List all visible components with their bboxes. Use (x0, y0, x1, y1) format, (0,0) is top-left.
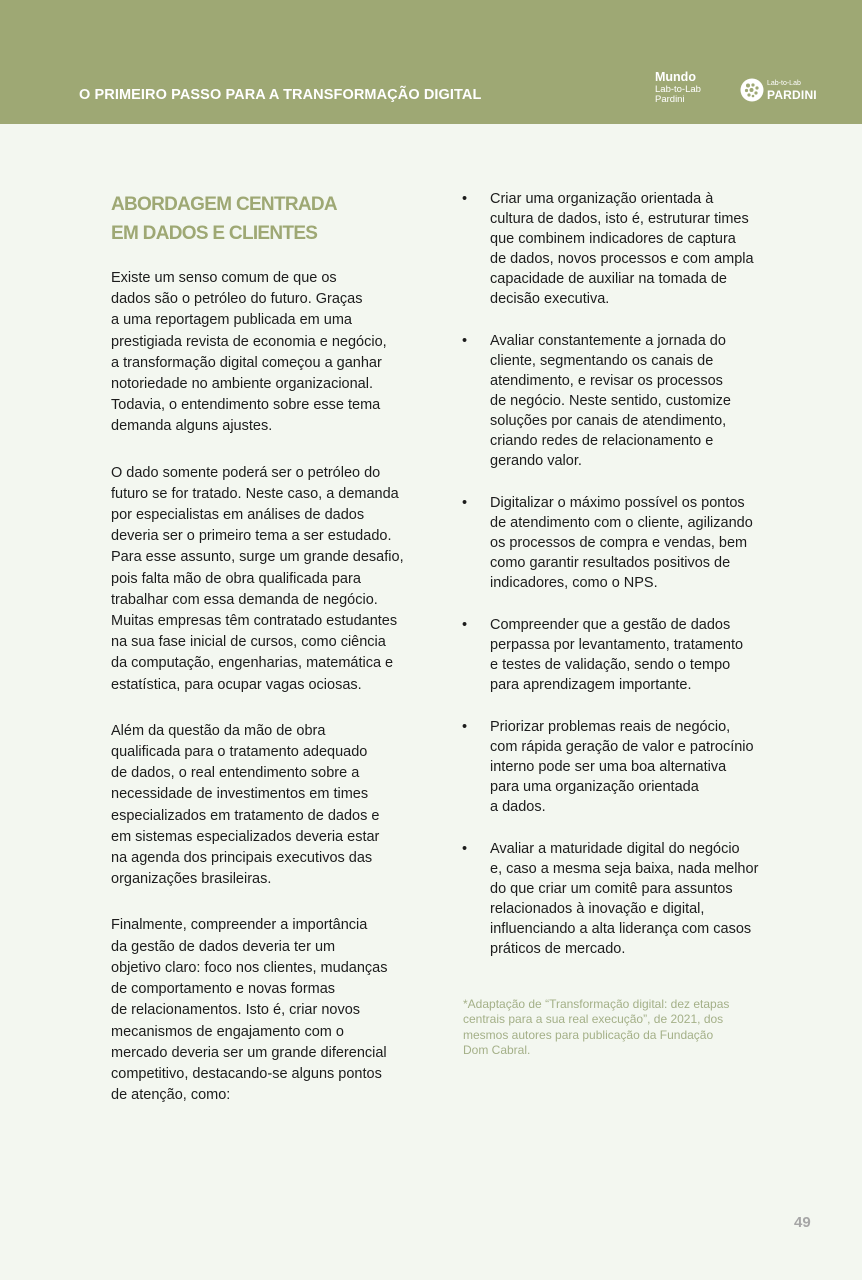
text-line: para aprendizagem importante. (490, 677, 692, 693)
text-line: perpassa por levantamento, tratamento (490, 637, 744, 653)
text-line: Avaliar constantemente a jornada do (490, 333, 726, 349)
bullet-item (462, 717, 782, 817)
text-line: deveria ser o primeiro tema a ser estudado. (111, 528, 392, 545)
header-title: O PRIMEIRO PASSO PARA A TRANSFORMAÇÃO DIGITAL (79, 87, 482, 103)
text-line: pois falta mão de obra qualificada para (111, 570, 361, 587)
paragraph-data-specialists (111, 463, 431, 696)
text-line: soluções por canais de atendimento, (490, 413, 727, 429)
footnote-line: Dom Cabral. (463, 1042, 531, 1057)
text-line: com rápida geração de valor e patrocínio (490, 739, 754, 755)
text-line: e testes de validação, sendo o tempo (490, 657, 731, 673)
mundo-logo-line-3: Pardini (655, 94, 685, 105)
text-line: para uma organização orientada (490, 779, 699, 795)
paragraph-investments (111, 721, 431, 891)
bullet-item (462, 331, 782, 471)
bullet-dot: • (462, 617, 468, 633)
text-line: criando redes de relacionamento e (490, 433, 714, 449)
text-line: mercado deveria ser um grande diferencial (111, 1044, 387, 1061)
page-header (0, 0, 862, 124)
bullet-dot: • (462, 495, 468, 511)
text-line: O dado somente poderá ser o petróleo do (111, 464, 381, 481)
text-line: interno pode ser uma boa alternativa (490, 759, 727, 775)
text-line: Digitalizar o máximo possível os pontos (490, 495, 745, 511)
text-line: Além da questão da mão de obra (111, 722, 326, 739)
bullet-item (462, 839, 782, 959)
paragraph-conclusion (111, 915, 431, 1106)
text-line: cultura de dados, isto é, estruturar times (490, 211, 749, 227)
text-line: trabalhar com essa demanda de negócio. (111, 591, 378, 608)
text-line: cliente, segmentando os canais de (490, 353, 714, 369)
bullet-item (462, 493, 782, 593)
text-line: notoriedade no ambiente organizacional. (111, 376, 373, 393)
text-line: de atendimento com o cliente, agilizando (490, 515, 753, 531)
text-line: de dados, o real entendimento sobre a (111, 765, 360, 782)
section-heading-line: ABORDAGEM CENTRADA (111, 194, 337, 215)
text-line: a transformação digital começou a ganhar (111, 354, 382, 371)
bullet-list (462, 189, 782, 959)
text-line: especializados em tratamento de dados e (111, 807, 380, 824)
text-line: os processos de compra e vendas, bem (490, 535, 748, 551)
text-line: Avaliar a maturidade digital do negócio (490, 841, 740, 857)
footnote-line: *Adaptação de “Transformação digital: dez etapas (463, 997, 730, 1011)
footnote-line: mesmos autores para publicação da Fundação (463, 1027, 714, 1042)
pardini-logo-tagline: Lab-to-Lab (767, 80, 801, 87)
bullet-item (462, 189, 782, 309)
text-line: objetivo claro: foco nos clientes, mudanças (111, 959, 388, 976)
page-number: 49 (794, 1214, 811, 1231)
mundo-lab-to-lab-logo (655, 71, 701, 105)
text-line: necessidade de investimentos em times (111, 786, 369, 803)
text-line: da gestão de dados deveria ter um (111, 938, 336, 955)
text-line: Criar uma organização orientada à (490, 191, 714, 207)
bullet-dot: • (462, 333, 468, 349)
text-line: Muitas empresas têm contratado estudantes (111, 613, 398, 630)
footnote (463, 997, 783, 1058)
text-line: que combinem indicadores de captura (490, 231, 736, 247)
text-line: de dados, novos processos e com ampla (490, 251, 754, 267)
text-line: demanda alguns ajustes. (111, 418, 273, 435)
paragraph-intro (111, 268, 431, 438)
text-line: atendimento, e revisar os processos (490, 373, 723, 389)
text-line: competitivo, destacando-se alguns pontos (111, 1065, 382, 1082)
text-line: em sistemas especializados deveria estar (111, 828, 380, 845)
bullet-dot: • (462, 841, 468, 857)
text-line: de comportamento e novas formas (111, 981, 336, 998)
text-line: Para esse assunto, surge um grande desafio, (111, 549, 404, 566)
text-line: decisão executiva. (490, 291, 610, 307)
text-line: na agenda dos principais executivos das (111, 850, 373, 867)
bullet-dot: • (462, 719, 468, 735)
bullet-item (462, 615, 782, 695)
text-line: na sua fase inicial de cursos, como ciência (111, 634, 386, 651)
text-line: influenciando a alta liderança com casos (490, 921, 752, 937)
text-line: práticos de mercado. (490, 941, 626, 957)
text-line: Priorizar problemas reais de negócio, (490, 719, 731, 735)
text-line: Existe um senso comum de que os (111, 270, 337, 286)
text-line: por especialistas em análises de dados (111, 507, 365, 524)
text-line: futuro se for tratado. Neste caso, a demanda (111, 485, 399, 502)
text-line: dados são o petróleo do futuro. Graças (111, 291, 363, 308)
text-line: a uma reportagem publicada em uma (111, 312, 352, 329)
text-line: indicadores, como o NPS. (490, 575, 658, 591)
pardini-logo-name: PARDINI (767, 88, 817, 102)
text-line: e, caso a mesma seja baixa, nada melhor (490, 861, 759, 877)
text-line: Finalmente, compreender a importância (111, 917, 368, 934)
text-line: da computação, engenharias, matemática e (111, 655, 394, 672)
text-line: qualificada para o tratamento adequado (111, 744, 368, 761)
mundo-logo-line-1: Mundo (655, 70, 696, 84)
footnote-line: centrais para a sua real execução”, de 2021, dos (463, 1012, 724, 1027)
text-line: mecanismos de engajamento com o (111, 1023, 344, 1040)
text-line: de relacionamentos. Isto é, criar novos (111, 1002, 361, 1019)
text-line: como garantir resultados positivos de (490, 555, 731, 571)
pardini-emblem-icon (740, 78, 764, 102)
text-line: de negócio. Neste sentido, customize (490, 393, 731, 409)
section-heading-line: EM DADOS E CLIENTES (111, 223, 318, 244)
mundo-logo-line-2: Lab-to-Lab (655, 83, 701, 95)
text-line: Todavia, o entendimento sobre esse tema (111, 397, 381, 414)
section-heading (111, 190, 431, 248)
text-line: do que criar um comitê para assuntos (490, 881, 733, 897)
text-line: capacidade de auxiliar na tomada de (490, 271, 727, 287)
text-line: Compreender que a gestão de dados (490, 617, 731, 633)
bullet-dot: • (462, 191, 468, 207)
text-line: a dados. (490, 799, 546, 815)
text-line: prestigiada revista de economia e negócio, (111, 333, 387, 350)
text-line: relacionados à inovação e digital, (490, 901, 705, 917)
text-line: estatística, para ocupar vagas ociosas. (111, 676, 362, 693)
text-line: de atenção, como: (111, 1087, 231, 1104)
left-column (111, 268, 431, 1106)
text-line: organizações brasileiras. (111, 871, 272, 888)
text-line: gerando valor. (490, 453, 582, 469)
